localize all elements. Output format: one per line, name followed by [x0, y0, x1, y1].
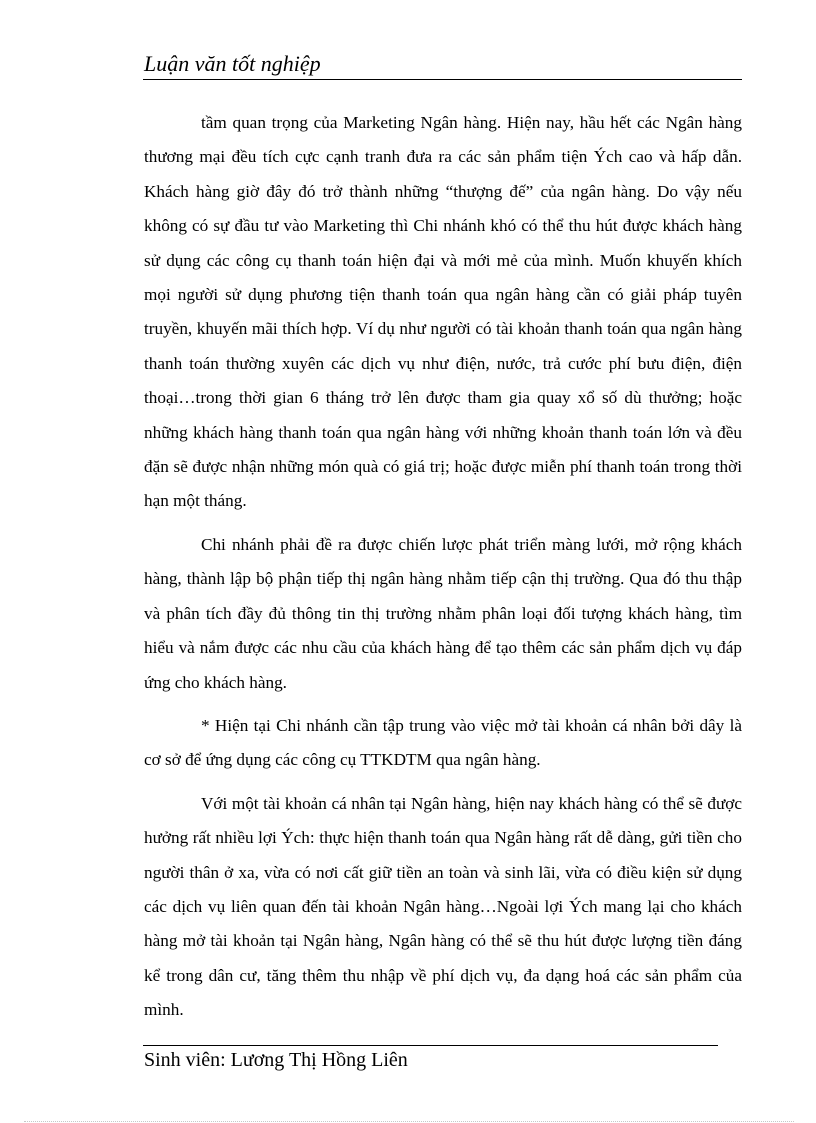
paragraph-personal-accounts: * Hiện tại Chi nhánh cần tập trung vào việc mở tài khoản cá nhân bởi dây là cơ sở để ứng dụng các công cụ TTKDTM qua ngân hàng. [144, 715, 742, 770]
paragraph-marketing-importance: tầm quan trọng của Marketing Ngân hàng. Hiện nay, hầu hết các Ngân hàng thương mại đều tích cực cạnh tranh đưa ra các sản phẩm tiện Ých cao và hấp dẫn. Khách hàng giờ đây đó trở thành những “thượng đế” của ngân hàng. Do vậy nếu không có sự đầu tư vào Marketing thì Chi nhánh khó có thể thu hút được khách hàng sử dụng các công cụ thanh toán hiện đại và mới mẻ của mình. Muốn khuyến khích mọi người sử dụng phương tiện thanh toán qua ngân hàng cần có giải pháp tuyên truyền, khuyến mãi thích hợp. Ví dụ như người có tài khoản thanh toán qua ngân hàng thanh toán thường xuyên các dịch vụ như điện, nước, trả cước phí bưu điện, điện thoại…trong thời gian 6 tháng trở lên được tham gia quay xổ số dù thưởng; hoặc những khách hàng thanh toán qua ngân hàng với những khoản thanh toán lớn và đều đặn sẽ được nhận những món quà có giá trị; hoặc được miễn phí thanh toán trong thời hạn một tháng. [144, 113, 742, 511]
document-body [144, 106, 742, 1028]
footer-author: Sinh viên: Lương Thị Hồng Liên [144, 1049, 408, 1071]
paragraph-network-strategy: Chi nhánh phải đề ra được chiến lược phát triển màng lưới, mở rộng khách hàng, thành lập bộ phận tiếp thị ngân hàng nhằm tiếp cận thị trường. Qua đó thu thập và phân tích đầy đủ thông tin thị trường nhằm phân loại đối tượng khách hàng, tìm hiểu và nắm được các nhu cầu của khách hàng để tạo thêm các sản phẩm dịch vụ đáp ứng cho khách hàng. [144, 534, 742, 692]
page-header-title: Luận văn tốt nghiệp [144, 51, 321, 76]
paragraph-account-benefits: Với một tài khoản cá nhân tại Ngân hàng, hiện nay khách hàng có thể sẽ được hưởng rất nhiều lợi Ých: thực hiện thanh toán qua Ngân hàng rất dễ dàng, gửi tiền cho người thân ở xa, vừa có nơi cất giữ tiền an toàn và sinh lãi, vừa có điều kiện sử dụng các dịch vụ liên quan đến tài khoản Ngân hàng…Ngoài lợi Ých mang lại cho khách hàng mở tài khoản tại Ngân hàng, Ngân hàng có thể sẽ thu hút được lượng tiền đáng kể trong dân cư, tăng thêm thu nhập về phí dịch vụ, đa dạng hoá các sản phẩm của mình. [144, 793, 742, 1020]
header-divider [143, 79, 742, 80]
page-bottom-edge [24, 1121, 794, 1122]
